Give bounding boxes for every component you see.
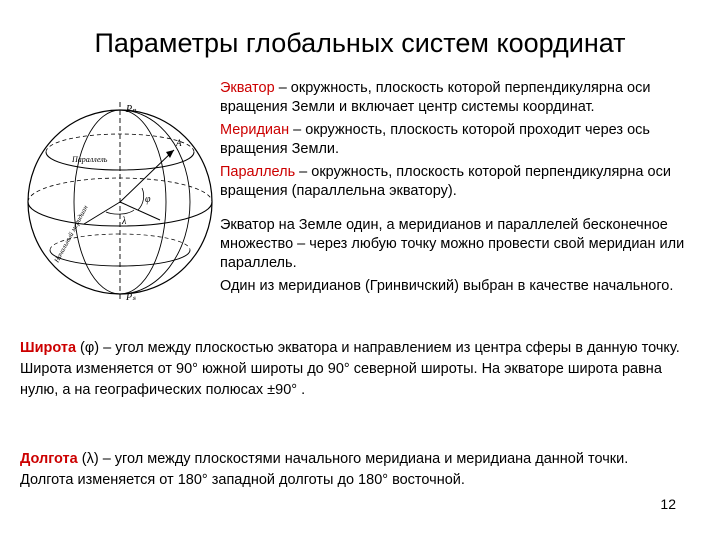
parallel-text: – окружность, плоскость которой перпендикулярна оси вращения (параллельна экватору). bbox=[220, 164, 671, 199]
parallel-label: Параллель bbox=[72, 155, 108, 164]
meridian-text: – окружность, плоскость которой проходит через ось вращения Земли. bbox=[220, 122, 650, 157]
definitions-block bbox=[220, 79, 700, 300]
globe-svg bbox=[22, 88, 222, 316]
south-pole-label: Pₛ bbox=[126, 292, 136, 303]
meridian-label: Начальный меридиан bbox=[52, 204, 90, 264]
note-prime-meridian: Один из меридианов (Гринвичский) выбран в качестве начального. bbox=[220, 278, 674, 294]
note-equator-count: Экватор на Земле один, а меридианов и параллелей бесконечное множество – через любую точку можно провести свой меридиан или параллель. bbox=[220, 217, 685, 271]
longitude-term: Долгота bbox=[20, 451, 78, 467]
parallel-definition bbox=[220, 163, 700, 201]
globe-diagram bbox=[22, 88, 222, 316]
radius-prime bbox=[84, 202, 120, 224]
longitude-definition bbox=[20, 449, 700, 470]
longitude-range: Долгота изменяется от 180° западной долготы до 180° восточной. bbox=[20, 472, 465, 488]
latitude-term: Широта bbox=[20, 340, 77, 356]
page-number: 12 bbox=[660, 496, 676, 512]
meridian-term: Меридиан bbox=[220, 122, 290, 138]
longitude-text: – угол между плоскостями начального меридиана и меридиана данной точки. bbox=[98, 451, 629, 467]
parallel-term: Параллель bbox=[220, 164, 296, 180]
longitude-symbol: (λ) bbox=[77, 451, 99, 467]
latitude-definition bbox=[20, 338, 700, 359]
equator-term: Экватор bbox=[220, 80, 275, 96]
latitude-text: – угол между плоскостью экватора и направлением из центра сферы в данную точку. bbox=[99, 340, 680, 356]
equator-definition bbox=[220, 79, 700, 117]
latitude-symbol: (φ) bbox=[76, 340, 100, 356]
phi-label: φ bbox=[145, 194, 151, 205]
north-pole-label: Pₙ bbox=[126, 104, 137, 115]
meridian-definition bbox=[220, 121, 700, 159]
longitude-block bbox=[20, 449, 700, 491]
equator-text: – окружность, плоскость которой перпендикулярна оси вращения Земли и включает центр системы координат. bbox=[220, 80, 651, 115]
latitude-range: Широта изменяется от 90° южной широты до 90° северной широты. На экваторе широта равна нулю, а на географических полюсах ±90° . bbox=[20, 361, 662, 398]
phi-arc bbox=[138, 188, 144, 210]
point-label: A bbox=[176, 138, 182, 148]
latitude-block bbox=[20, 338, 700, 401]
lambda-label: λ bbox=[122, 216, 127, 227]
page-title: Параметры глобальных систем координат bbox=[94, 28, 626, 58]
